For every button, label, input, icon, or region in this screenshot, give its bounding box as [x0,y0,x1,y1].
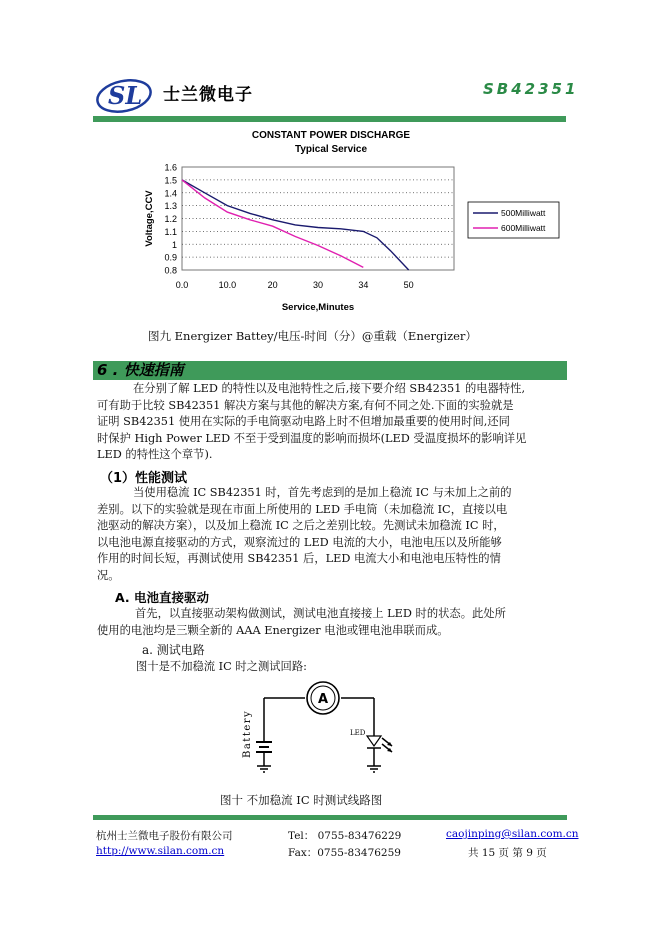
footer-fax: Fax：0755-83476259 [288,847,401,859]
company-name: 士兰微电子 [163,85,253,105]
footer-company: 杭州士兰微电子股份有限公司 [96,830,233,842]
circuit-intro: 图十是不加稳流 IC 时之测试回路: [136,660,307,673]
logo-text: SL [108,81,143,110]
intro-line: 可有助于比较 SB42351 解决方案与其他的解决方案,有何不同之处.下面的实验就是 [97,398,514,412]
sub1-line: 作用的时间长短，再测试使用 SB42351 后，LED 电流大小和电池电压特性的情 [97,552,501,565]
battery-label: Battery [242,709,253,758]
x-tick-label: 0.0 [175,280,189,290]
legend-label: 500Milliwatt [501,208,546,218]
x-axis-label: Service,Minutes [281,302,355,313]
led-label: LED [350,729,366,737]
chart-subtitle: Typical Service [294,144,368,155]
y-tick-label: 1.3 [164,201,177,212]
y-tick-label: 1.2 [164,214,177,224]
discharge-chart [130,155,570,315]
y-tick-label: 0.8 [164,265,177,276]
sub1-line: 况。 [97,568,120,582]
footer-website-link[interactable]: http://www.silan.com.cn [96,845,225,857]
y-tick-label: 0.9 [164,252,177,263]
y-tick-label: 1.6 [164,162,177,173]
x-tick-label: 30 [312,280,324,290]
x-tick-label: 34 [358,280,369,290]
y-tick-label: 1.5 [164,175,177,186]
section-title: 6 . 快速指南 [97,361,184,379]
x-tick-label: 50 [403,280,414,290]
footer-tel: Tel： 0755-83476229 [288,830,402,842]
sub1-line: 以电池电源直接驱动的方式，观察流过的 LED 电流的大小，电池电压以及所能够 [97,535,502,549]
footer-email-link[interactable]: caojinping@silan.com.cn [446,828,579,840]
subsection-1-paragraph [97,485,567,584]
y-tick-label: 1.1 [164,226,177,237]
subA-line: 使用的电池均是三颗全新的 AAA Energizer 电池或锂电池串联而成。 [97,623,449,637]
header-divider [93,116,566,122]
intro-line: 证明 SB42351 使用在实际的手电筒驱动电路上时不但增加最重要的使用时间,还同 [97,415,510,428]
intro-paragraph [97,381,567,464]
y-tick-label: 1.4 [164,188,177,199]
sub1-line: 当使用稳流 IC SB42351 时，首先考虑到的是加上稳流 IC 与未加上之前的 [133,486,512,499]
intro-line: 在分别了解 LED 的特性以及电池特性之后,接下要介绍 SB42351 的电器特性, [133,382,526,395]
ammeter-label: A [317,692,329,707]
subsection-a-paragraph [97,606,567,639]
x-tick-label: 20 [267,280,278,290]
footer-page-info: 共 15 页 第 9 页 [468,847,547,859]
y-tick-label: 1 [171,239,177,250]
figure10-caption: 图十 不加稳流 IC 时测试线路图 [220,793,383,807]
intro-line: 时保护 High Power LED 不至于受到温度的影响而损坏(LED 受温度损坏的影响详见 [97,431,527,445]
legend-label: 600Milliwatt [501,223,546,233]
y-axis-label: Voltage,CCV [144,190,155,247]
test-circuit-diagram [230,680,420,780]
sub1-line: 池驱动的解决方案），以及加上稳流 IC 之后之差别比较。先测试未加稳流 IC 时， [97,519,505,532]
figure9-caption: 图九 Energizer Battey/电压-时间（分）@重载（Energizer） [148,329,477,343]
intro-line: LED 的特性这个章节). [97,448,213,461]
subA-line: 首先，以直接驱动架构做测试，测试电池直接接上 LED 时的状态。此处所 [135,607,506,620]
subsection-a-title: A. 电池直接驱动 [115,590,210,605]
footer-divider [93,815,567,820]
part-number: SB42351 [483,80,579,98]
chart-title: CONSTANT POWER DISCHARGE [251,130,411,141]
x-tick-label: 10.0 [218,280,237,290]
subsection-1-title: （1）性能测试 [100,471,188,486]
silan-logo [95,78,153,114]
subsection-a-small-title: a. 测试电路 [142,643,205,657]
sub1-line: 差别。以下的实验就是现在市面上所使用的 LED 手电筒（未加稳流 IC，直接以电 [97,502,508,516]
